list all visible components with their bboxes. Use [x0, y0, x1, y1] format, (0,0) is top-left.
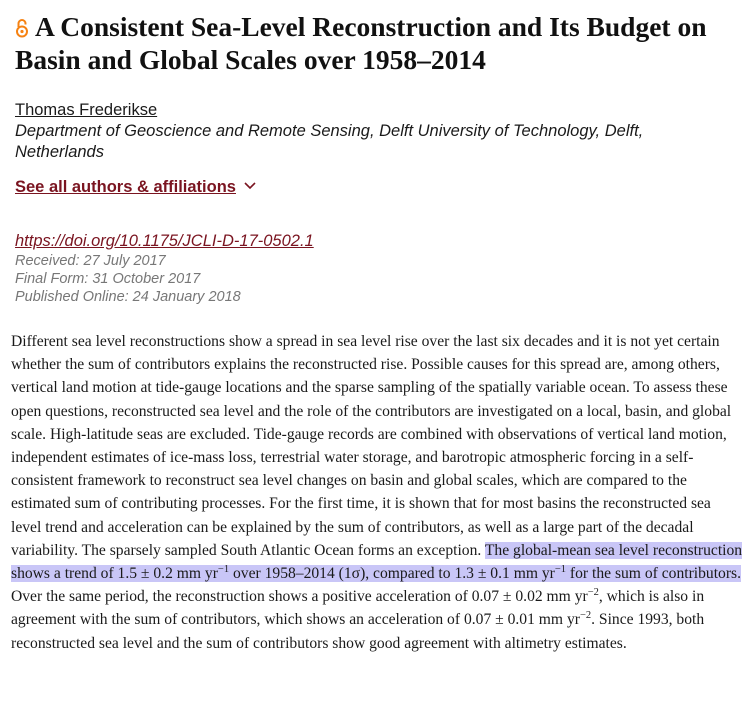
final-form-date: Final Form: 31 October 2017	[15, 271, 201, 287]
open-access-lock-icon	[15, 18, 29, 38]
highlight-sup-2: −1	[554, 564, 567, 576]
highlight-part-1: The global-mean sea level reconstruction shows a trend of 1.5 ± 0.2 mm yr	[11, 541, 743, 583]
article-meta	[15, 231, 314, 306]
article-title-text: A Consistent Sea-Level Reconstruction and Its Budget on Basin and Global Scales over 1958–2014	[15, 11, 707, 75]
abstract-sup-3: −2	[587, 587, 599, 599]
highlight-part-3: for the sum of contributors.	[566, 565, 741, 583]
author-block	[15, 100, 735, 163]
chevron-down-icon	[244, 182, 256, 190]
abstract-part-3: , which is also in agreement with the sum of contributors, which shows an acceleration of 0.07 ± 0.01 mm yr	[11, 588, 705, 629]
see-all-authors-link[interactable]	[15, 177, 256, 198]
article-title	[15, 10, 740, 76]
see-all-authors-label: See all authors & affiliations	[15, 178, 236, 196]
abstract-text	[11, 330, 743, 655]
abstract-part-4: . Since 1993, both reconstructed sea level and the sum of contributors show good agreement with altimetry estimates.	[11, 611, 705, 652]
doi-link[interactable]: https://doi.org/10.1175/JCLI-D-17-0502.1	[15, 232, 314, 250]
published-date: Published Online: 24 January 2018	[15, 289, 241, 305]
received-date: Received: 27 July 2017	[15, 253, 166, 269]
abstract-part-2: Over the same period, the reconstruction shows a positive acceleration of 0.07 ± 0.02 mm yr	[11, 588, 588, 606]
abstract-part-1: Different sea level reconstructions show a spread in sea level rise over the last six decades and it is not yet certain whether the sum of contributors explains the reconstructed rise. Possible causes for this spread are, among others, vertical land motion at tide-gauge locations and the sparse sampling of the spatially variable ocean. To assess these open questions, reconstructed sea level and the role of the contributors are investigated on a local, basin, and global scale. High-latitude seas are excluded. Tide-gauge records are combined with observations of vertical land motion, independent estimates of ice-mass loss, terrestrial water storage, and barotropic atmospheric forcing in a self-consistent framework to reconstruct sea level changes on basin and global scales, which are compared to the estimated sum of contributing processes. For the first time, it is shown that for most basins the reconstructed sea level trend and acceleration can be explained by the sum of contributors, as well as a large part of the decadal variability. The sparsely sampled South Atlantic Ocean forms an exception.	[11, 333, 732, 559]
abstract-sup-4: −2	[579, 610, 592, 622]
author-name-link[interactable]: Thomas Frederikse	[15, 101, 158, 119]
highlight-part-2: over 1958–2014 (1σ), compared to 1.3 ± 0.1 mm yr	[229, 565, 555, 583]
author-affiliation: Department of Geoscience and Remote Sensing, Delft University of Technology, Delft, Netherlands	[15, 122, 644, 161]
highlight-sup-1: −1	[217, 564, 230, 576]
